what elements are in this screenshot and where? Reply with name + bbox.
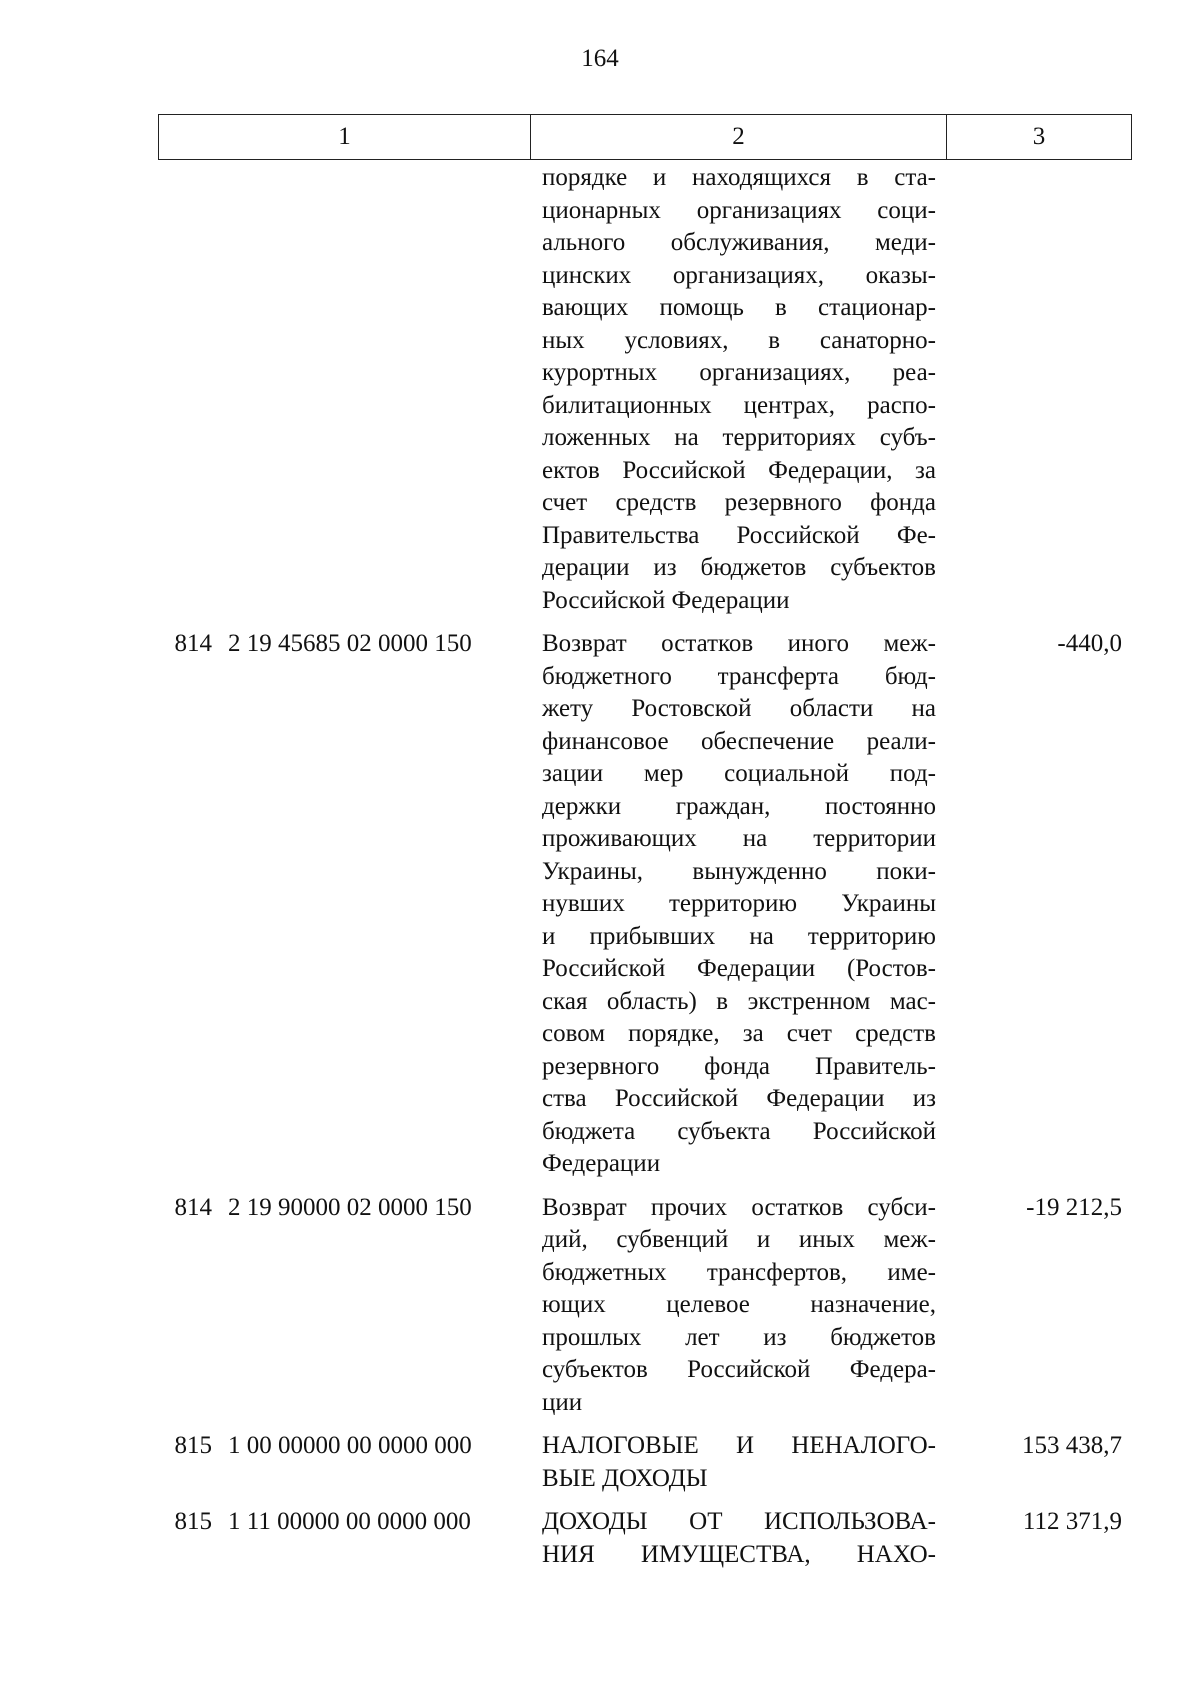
row-description xyxy=(542,1192,936,1420)
table-row xyxy=(158,162,1132,617)
description-line: зации мер социальной под- xyxy=(542,760,936,787)
description-line: бюджетного трансферта бюд- xyxy=(542,662,936,690)
description-line: ального обслуживания, меди- xyxy=(542,229,936,256)
description-line: ектов Российской Федерации, за xyxy=(542,456,936,484)
row-budget-code: 1 11 00000 00 0000 000 xyxy=(228,1508,471,1535)
row-amount: -440,0 xyxy=(1057,630,1122,657)
description-line: ционарных организациях соци- xyxy=(542,196,936,224)
description-line: Правительства Российской Фе- xyxy=(542,521,936,549)
description-line: ВЫЕ ДОХОДЫ xyxy=(542,1464,708,1492)
description-line: Украины, вынужденно поки- xyxy=(542,857,936,885)
table-row xyxy=(158,628,1132,1181)
description-line: прошлых лет из бюджетов xyxy=(542,1323,936,1351)
description-line: бюджета субъекта Российской xyxy=(542,1117,936,1145)
description-line: держки граждан, постоянно xyxy=(542,792,936,820)
description-line: НИЯ ИМУЩЕСТВА, НАХО- xyxy=(542,1540,936,1568)
table-row xyxy=(158,1430,1132,1495)
description-line: резервного фонда Правитель- xyxy=(542,1052,936,1080)
description-line: Возврат прочих остатков субси- xyxy=(542,1193,936,1221)
row-description xyxy=(542,162,936,617)
row-amount xyxy=(936,162,1132,617)
description-line: вающих помощь в стационар- xyxy=(542,294,936,321)
row-budget-code: 1 00 00000 00 0000 000 xyxy=(228,1432,472,1459)
row-description xyxy=(542,1506,936,1571)
row-amount: 153 438,7 xyxy=(1022,1432,1122,1459)
description-line: ложенных на территориях субъ- xyxy=(542,424,936,451)
description-line: финансовое обеспечение реали- xyxy=(542,727,936,755)
row-amount: -19 212,5 xyxy=(1026,1193,1122,1221)
row-org-code: 815 xyxy=(174,1432,212,1459)
row-description xyxy=(542,1430,936,1495)
description-line: субъектов Российской Федера- xyxy=(542,1356,936,1383)
description-line: ДОХОДЫ ОТ ИСПОЛЬЗОВА- xyxy=(542,1508,936,1535)
description-line: курортных организациях, реа- xyxy=(542,359,936,386)
description-line: ных условиях, в санаторно- xyxy=(542,326,936,354)
description-line: и прибывших на территорию xyxy=(542,922,936,950)
table-row xyxy=(158,1506,1132,1571)
description-line: ства Российской Федерации из xyxy=(542,1085,936,1112)
description-line: билитационных центрах, распо- xyxy=(542,391,936,419)
table-row xyxy=(158,1192,1132,1420)
description-line: совом порядке, за счет средств xyxy=(542,1020,936,1047)
description-line: нувших территорию Украины xyxy=(542,890,936,917)
row-budget-code: 2 19 45685 02 0000 150 xyxy=(228,630,472,657)
description-line: жету Ростовской области на xyxy=(542,695,936,722)
description-line: порядке и находящихся в ста- xyxy=(542,164,936,191)
header-cell-2: 2 xyxy=(531,115,947,159)
row-org-code xyxy=(158,162,226,617)
description-line: счет средств резервного фонда xyxy=(542,489,936,516)
row-org-code: 814 xyxy=(174,1193,212,1221)
description-line: цинских организациях, оказы- xyxy=(542,261,936,289)
row-budget-code: 2 19 90000 02 0000 150 xyxy=(228,1193,472,1221)
row-org-code: 815 xyxy=(174,1508,212,1535)
row-amount: 112 371,9 xyxy=(1022,1508,1122,1535)
description-line: дерации из бюджетов субъектов xyxy=(542,554,936,581)
page-number: 164 xyxy=(581,45,619,72)
description-line: Российской Федерации xyxy=(542,586,790,614)
header-cell-3: 3 xyxy=(1032,123,1046,150)
row-org-code: 814 xyxy=(174,630,212,657)
row-description xyxy=(542,628,936,1181)
description-line: бюджетных трансфертов, име- xyxy=(542,1258,936,1286)
description-line: ции xyxy=(542,1388,583,1416)
description-line: НАЛОГОВЫЕ И НЕНАЛОГО- xyxy=(542,1432,936,1459)
description-line: дий, субвенций и иных меж- xyxy=(542,1226,936,1253)
table-header xyxy=(158,114,1132,160)
table-body xyxy=(158,162,1132,1582)
row-budget-code xyxy=(226,162,530,617)
header-cell-1: 1 xyxy=(159,115,531,159)
description-line: ская область) в экстренном мас- xyxy=(542,987,936,1015)
description-line: ющих целевое назначение, xyxy=(542,1291,936,1318)
description-line: Возврат остатков иного меж- xyxy=(542,630,936,657)
description-line: Российской Федерации (Ростов- xyxy=(542,955,936,982)
description-line: проживающих на территории xyxy=(542,825,936,852)
description-line: Федерации xyxy=(542,1150,661,1177)
